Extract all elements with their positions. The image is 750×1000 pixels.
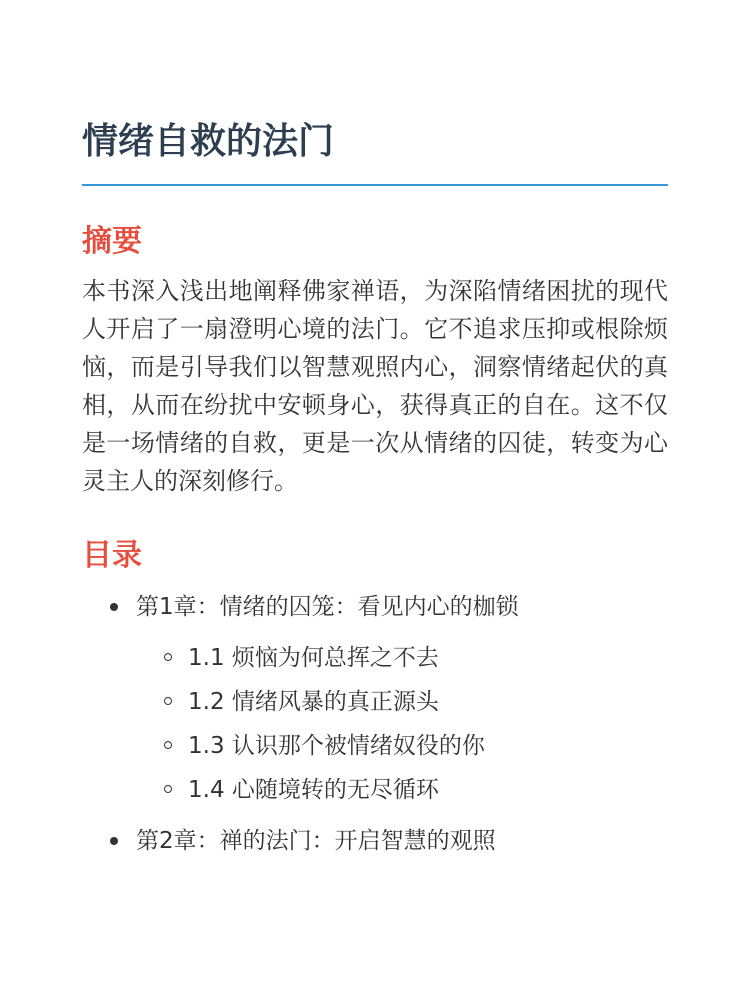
toc-chapter-2 xyxy=(82,822,668,860)
toc-chapter-1 xyxy=(82,588,668,812)
section-title: 1.2 情绪风暴的真正源头 xyxy=(188,689,439,715)
toc-section xyxy=(136,636,668,680)
toc-section xyxy=(136,724,668,768)
bullet-circle-icon xyxy=(164,697,172,705)
toc-heading: 目录 xyxy=(82,538,142,573)
chapter-title: 第2章：禅的法门：开启智慧的观照 xyxy=(136,828,496,854)
bullet-circle-icon xyxy=(164,741,172,749)
section-title: 1.3 认识那个被情绪奴役的你 xyxy=(188,733,485,759)
section-title: 1.1 烦恼为何总挥之不去 xyxy=(188,645,439,671)
bullet-disc-icon xyxy=(110,603,118,611)
table-of-contents xyxy=(82,588,668,860)
chapter-title: 第1章：情绪的囚笼：看见内心的枷锁 xyxy=(136,594,519,620)
toc-section xyxy=(136,680,668,724)
bullet-circle-icon xyxy=(164,653,172,661)
toc-section xyxy=(136,768,668,812)
section-title: 1.4 心随境转的无尽循环 xyxy=(188,777,439,803)
book-title: 情绪自救的法门 xyxy=(82,121,335,162)
bullet-disc-icon xyxy=(110,837,118,845)
abstract-text: 本书深入浅出地阐释佛家禅语，为深陷情绪困扰的现代人开启了一扇澄明心境的法门。它不追求压抑或根除烦恼，而是引导我们以智慧观照内心，洞察情绪起伏的真相，从而在纷扰中安顿身心，获得真正的自在。这不仅是一场情绪的自救，更是一次从情绪的囚徒，转变为心灵主人的深刻修行。 xyxy=(82,277,668,495)
title-divider xyxy=(82,184,668,186)
chapter-1-sections xyxy=(136,636,668,812)
abstract-heading: 摘要 xyxy=(82,224,142,259)
bullet-circle-icon xyxy=(164,785,172,793)
